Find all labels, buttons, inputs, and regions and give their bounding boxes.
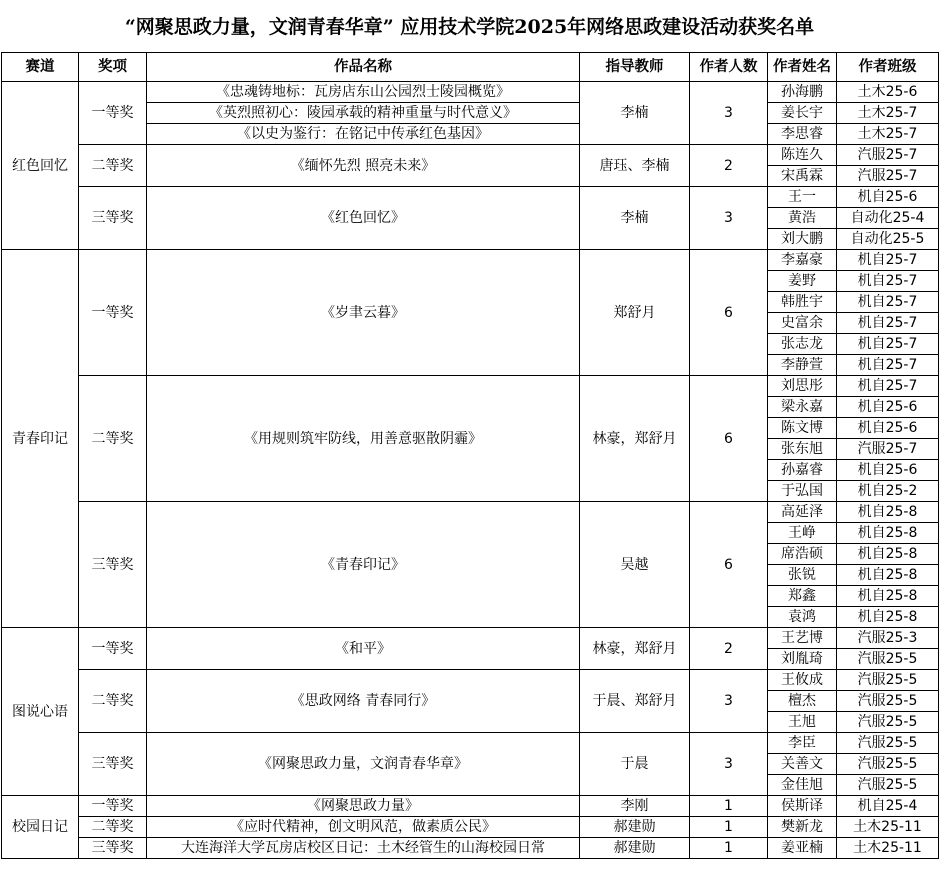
author-class: 土木25-11: [837, 817, 939, 838]
table-row: [2, 250, 939, 271]
author-name: 黄浩: [768, 208, 837, 229]
teacher-name: 郝建勋: [580, 817, 690, 838]
teacher-name: 李刚: [580, 796, 690, 817]
author-name: 樊新龙: [768, 817, 837, 838]
author-count: 6: [690, 250, 768, 376]
author-class: 机自25-7: [837, 292, 939, 313]
author-class: 机自25-2: [837, 481, 939, 502]
author-name: 王旭: [768, 712, 837, 733]
awards-body: [2, 82, 939, 859]
author-class: 机自25-8: [837, 523, 939, 544]
author-class: 机自25-7: [837, 355, 939, 376]
header-teacher: 指导教师: [580, 53, 690, 82]
award-level: 二等奖: [79, 376, 147, 502]
author-class: 汽服25-5: [837, 712, 939, 733]
author-class: 土木25-11: [837, 838, 939, 859]
author-class: 机自25-7: [837, 334, 939, 355]
author-count: 2: [690, 145, 768, 187]
author-count: 6: [690, 502, 768, 628]
award-level: 二等奖: [79, 670, 147, 733]
author-name: 姜亚楠: [768, 838, 837, 859]
author-name: 梁永嘉: [768, 397, 837, 418]
award-level: 一等奖: [79, 628, 147, 670]
track-name: 红色回忆: [2, 82, 79, 250]
header-author-class: 作者班级: [837, 53, 939, 82]
author-class: 机自25-4: [837, 796, 939, 817]
author-class: 汽服25-5: [837, 670, 939, 691]
author-class: 机自25-6: [837, 397, 939, 418]
author-count: 3: [690, 187, 768, 250]
author-name: 史富余: [768, 313, 837, 334]
author-name: 关善文: [768, 754, 837, 775]
author-count: 1: [690, 796, 768, 817]
header-row: [2, 53, 939, 82]
author-name: 张志龙: [768, 334, 837, 355]
work-title: 《红色回忆》: [147, 187, 580, 250]
author-name: 李嘉豪: [768, 250, 837, 271]
table-row: [2, 670, 939, 691]
author-class: 汽服25-7: [837, 145, 939, 166]
header-author-name: 作者姓名: [768, 53, 837, 82]
award-level: 三等奖: [79, 838, 147, 859]
author-name: 王攸成: [768, 670, 837, 691]
table-row: [2, 376, 939, 397]
author-class: 机自25-6: [837, 187, 939, 208]
author-class: 机自25-8: [837, 502, 939, 523]
author-count: 3: [690, 670, 768, 733]
work-title: 《岁聿云暮》: [147, 250, 580, 376]
author-name: 张东旭: [768, 439, 837, 460]
teacher-name: 于晨: [580, 733, 690, 796]
teacher-name: 吴越: [580, 502, 690, 628]
work-title: 《缅怀先烈 照亮未来》: [147, 145, 580, 187]
author-class: 汽服25-5: [837, 733, 939, 754]
work-title: 《忠魂铸地标：瓦房店东山公园烈士陵园概览》: [147, 82, 580, 103]
author-name: 席浩硕: [768, 544, 837, 565]
author-class: 机自25-8: [837, 544, 939, 565]
work-title: 《和平》: [147, 628, 580, 670]
author-name: 李臣: [768, 733, 837, 754]
author-name: 陈连久: [768, 145, 837, 166]
table-row: [2, 145, 939, 166]
work-title: 大连海洋大学瓦房店校区日记：土木经管生的山海校园日常: [147, 838, 580, 859]
table-row: [2, 628, 939, 649]
teacher-name: 李楠: [580, 82, 690, 145]
author-class: 土木25-7: [837, 103, 939, 124]
author-count: 6: [690, 376, 768, 502]
award-level: 一等奖: [79, 250, 147, 376]
award-level: 三等奖: [79, 187, 147, 250]
author-name: 孙嘉睿: [768, 460, 837, 481]
table-row: [2, 502, 939, 523]
author-class: 汽服25-5: [837, 691, 939, 712]
author-name: 袁鸿: [768, 607, 837, 628]
teacher-name: 林豪，郑舒月: [580, 628, 690, 670]
teacher-name: 郝建勋: [580, 838, 690, 859]
teacher-name: 林豪，郑舒月: [580, 376, 690, 502]
author-count: 2: [690, 628, 768, 670]
author-name: 姜长宇: [768, 103, 837, 124]
table-row: [2, 817, 939, 838]
author-name: 李静萱: [768, 355, 837, 376]
author-name: 王一: [768, 187, 837, 208]
author-name: 韩胜宇: [768, 292, 837, 313]
teacher-name: 郑舒月: [580, 250, 690, 376]
author-name: 金佳旭: [768, 775, 837, 796]
work-title: 《思政网络 青春同行》: [147, 670, 580, 733]
author-class: 汽服25-5: [837, 649, 939, 670]
author-class: 机自25-7: [837, 250, 939, 271]
award-level: 一等奖: [79, 82, 147, 145]
teacher-name: 李楠: [580, 187, 690, 250]
header-author-count: 作者人数: [690, 53, 768, 82]
author-class: 汽服25-7: [837, 166, 939, 187]
author-class: 汽服25-3: [837, 628, 939, 649]
author-class: 自动化25-4: [837, 208, 939, 229]
author-count: 3: [690, 82, 768, 145]
author-name: 刘胤琦: [768, 649, 837, 670]
award-level: 二等奖: [79, 145, 147, 187]
teacher-name: 于晨、郑舒月: [580, 670, 690, 733]
author-class: 机自25-8: [837, 565, 939, 586]
author-name: 于弘国: [768, 481, 837, 502]
header-track: 赛道: [2, 53, 79, 82]
header-award: 奖项: [79, 53, 147, 82]
author-name: 李思睿: [768, 124, 837, 145]
author-class: 机自25-7: [837, 313, 939, 334]
table-row: [2, 796, 939, 817]
author-count: 3: [690, 733, 768, 796]
work-title: 《英烈照初心：陵园承载的精神重量与时代意义》: [147, 103, 580, 124]
author-class: 汽服25-5: [837, 754, 939, 775]
table-row: [2, 187, 939, 208]
author-name: 张锐: [768, 565, 837, 586]
author-class: 机自25-7: [837, 271, 939, 292]
author-class: 机自25-8: [837, 607, 939, 628]
author-name: 檀杰: [768, 691, 837, 712]
table-row: [2, 733, 939, 754]
author-class: 机自25-6: [837, 418, 939, 439]
author-name: 郑鑫: [768, 586, 837, 607]
author-count: 1: [690, 817, 768, 838]
award-level: 二等奖: [79, 817, 147, 838]
work-title: 《网聚思政力量》: [147, 796, 580, 817]
page-title: “网聚思政力量，文润青春华章” 应用技术学院2025年网络思政建设活动获奖名单: [124, 16, 815, 38]
author-name: 侯斯译: [768, 796, 837, 817]
author-name: 宋禹霖: [768, 166, 837, 187]
author-class: 土木25-6: [837, 82, 939, 103]
teacher-name: 唐珏、李楠: [580, 145, 690, 187]
author-class: 机自25-8: [837, 586, 939, 607]
author-class: 土木25-7: [837, 124, 939, 145]
author-class: 汽服25-5: [837, 775, 939, 796]
award-level: 三等奖: [79, 502, 147, 628]
author-name: 刘思彤: [768, 376, 837, 397]
work-title: 《青春印记》: [147, 502, 580, 628]
author-name: 高延泽: [768, 502, 837, 523]
work-title: 《网聚思政力量，文润青春华章》: [147, 733, 580, 796]
work-title: 《用规则筑牢防线，用善意驱散阴霾》: [147, 376, 580, 502]
table-row: [2, 838, 939, 859]
header-work-title: 作品名称: [147, 53, 580, 82]
track-name: 青春印记: [2, 250, 79, 628]
track-name: 校园日记: [2, 796, 79, 859]
track-name: 图说心语: [2, 628, 79, 796]
author-name: 孙海鹏: [768, 82, 837, 103]
author-class: 汽服25-7: [837, 439, 939, 460]
author-class: 自动化25-5: [837, 229, 939, 250]
author-name: 陈文博: [768, 418, 837, 439]
award-level: 三等奖: [79, 733, 147, 796]
author-name: 姜野: [768, 271, 837, 292]
author-class: 机自25-7: [837, 376, 939, 397]
author-name: 王峥: [768, 523, 837, 544]
author-name: 王艺博: [768, 628, 837, 649]
author-name: 刘大鹏: [768, 229, 837, 250]
author-count: 1: [690, 838, 768, 859]
award-level: 一等奖: [79, 796, 147, 817]
work-title: 《应时代精神，创文明风范，做素质公民》: [147, 817, 580, 838]
work-title: 《以史为鉴行：在铭记中传承红色基因》: [147, 124, 580, 145]
table-row: [2, 82, 939, 103]
awards-table: [1, 52, 939, 859]
author-class: 机自25-6: [837, 460, 939, 481]
